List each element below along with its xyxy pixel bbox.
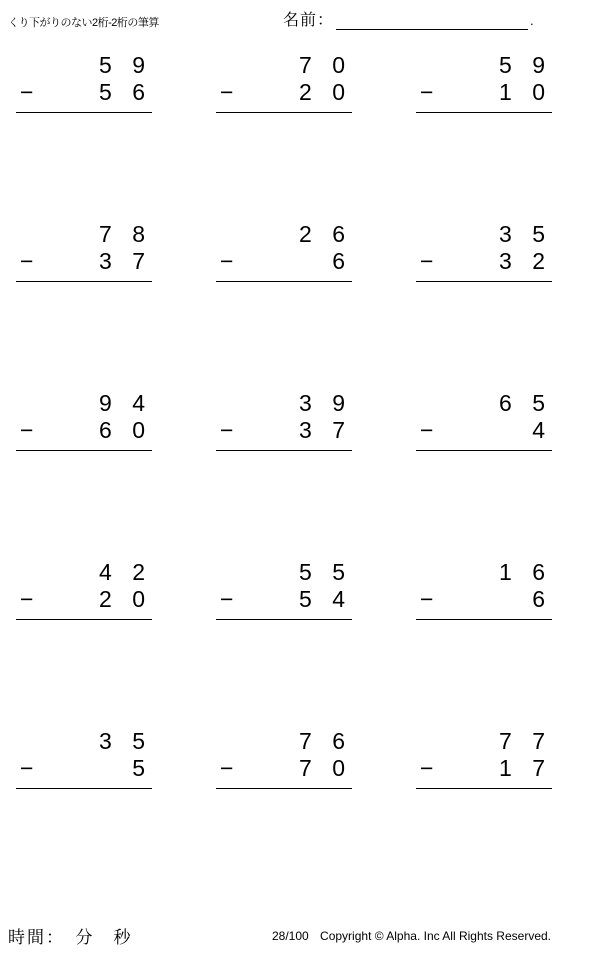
minuend: 6 5 bbox=[499, 390, 552, 416]
minus-icon: − bbox=[20, 586, 34, 612]
subtrahend-line bbox=[400, 248, 600, 278]
page-number: 28/100 bbox=[272, 929, 309, 943]
subtrahend-line bbox=[0, 417, 200, 447]
subtrahend: 5 bbox=[132, 755, 152, 781]
subtrahend-line bbox=[0, 586, 200, 616]
answer-rule bbox=[16, 619, 152, 620]
answer-rule bbox=[16, 788, 152, 789]
name-input[interactable] bbox=[336, 10, 528, 30]
worksheet-footer bbox=[0, 915, 600, 961]
minuend: 7 8 bbox=[99, 221, 152, 247]
minuend: 9 4 bbox=[99, 390, 152, 416]
problem-row bbox=[0, 390, 600, 559]
answer-rule bbox=[16, 450, 152, 451]
minuend: 1 6 bbox=[499, 559, 552, 585]
subtrahend: 1 7 bbox=[499, 755, 552, 781]
minus-icon: − bbox=[220, 586, 234, 612]
subtrahend: 5 6 bbox=[99, 79, 152, 105]
problem-cell bbox=[400, 390, 600, 559]
answer-rule bbox=[16, 112, 152, 113]
minus-icon: − bbox=[20, 417, 34, 443]
minus-icon: − bbox=[20, 755, 34, 781]
subtrahend: 6 bbox=[332, 248, 352, 274]
minuend: 5 9 bbox=[499, 52, 552, 78]
problem-grid bbox=[0, 52, 600, 897]
minuend: 7 0 bbox=[299, 52, 352, 78]
answer-rule bbox=[416, 450, 552, 451]
subtraction-problem bbox=[200, 559, 400, 620]
minus-icon: − bbox=[20, 79, 34, 105]
minuend: 5 5 bbox=[299, 559, 352, 585]
minus-icon: − bbox=[220, 417, 234, 443]
subtraction-problem bbox=[400, 390, 600, 451]
answer-rule bbox=[416, 619, 552, 620]
subtrahend-line bbox=[200, 417, 400, 447]
subtraction-problem bbox=[0, 390, 200, 451]
problem-cell bbox=[200, 52, 400, 221]
problem-cell bbox=[200, 390, 400, 559]
problem-cell bbox=[400, 52, 600, 221]
subtraction-problem bbox=[400, 559, 600, 620]
subtraction-problem bbox=[0, 728, 200, 789]
subtrahend: 4 bbox=[532, 417, 552, 443]
subtraction-problem bbox=[400, 52, 600, 113]
subtrahend-line bbox=[400, 755, 600, 785]
minus-icon: − bbox=[420, 248, 434, 274]
page-title: くり下がりのない2桁-2桁の筆算 bbox=[8, 17, 159, 29]
minuend: 2 6 bbox=[299, 221, 352, 247]
minus-icon: − bbox=[420, 417, 434, 443]
problem-cell bbox=[0, 52, 200, 221]
subtrahend: 7 0 bbox=[299, 755, 352, 781]
problem-cell bbox=[0, 559, 200, 728]
subtrahend: 3 7 bbox=[99, 248, 152, 274]
problem-cell bbox=[0, 390, 200, 559]
footer-meta bbox=[272, 929, 551, 943]
subtrahend: 6 0 bbox=[99, 417, 152, 443]
worksheet-header bbox=[0, 0, 600, 40]
minus-icon: − bbox=[20, 248, 34, 274]
subtraction-problem bbox=[0, 221, 200, 282]
subtrahend-line bbox=[400, 417, 600, 447]
problem-row bbox=[0, 52, 600, 221]
minuend: 3 5 bbox=[99, 728, 152, 754]
problem-cell bbox=[400, 221, 600, 390]
subtraction-problem bbox=[400, 221, 600, 282]
problem-cell bbox=[0, 728, 200, 897]
problem-cell bbox=[0, 221, 200, 390]
answer-rule bbox=[216, 112, 352, 113]
answer-rule bbox=[416, 281, 552, 282]
problem-cell bbox=[200, 221, 400, 390]
minuend: 3 9 bbox=[299, 390, 352, 416]
problem-cell bbox=[200, 559, 400, 728]
answer-rule bbox=[216, 788, 352, 789]
subtrahend-line bbox=[0, 755, 200, 785]
subtraction-problem bbox=[400, 728, 600, 789]
copyright-text: Copyright © Alpha. Inc All Rights Reserved. bbox=[320, 929, 551, 943]
answer-rule bbox=[16, 281, 152, 282]
answer-rule bbox=[416, 112, 552, 113]
minuend: 7 6 bbox=[299, 728, 352, 754]
subtraction-problem bbox=[200, 390, 400, 451]
subtrahend-line bbox=[400, 586, 600, 616]
subtrahend: 3 2 bbox=[499, 248, 552, 274]
subtraction-problem bbox=[200, 728, 400, 789]
subtrahend-line bbox=[0, 248, 200, 278]
subtrahend-line bbox=[200, 79, 400, 109]
subtraction-problem bbox=[200, 221, 400, 282]
problem-cell bbox=[200, 728, 400, 897]
subtraction-problem bbox=[0, 559, 200, 620]
subtrahend: 3 7 bbox=[299, 417, 352, 443]
subtrahend: 2 0 bbox=[299, 79, 352, 105]
subtraction-problem bbox=[0, 52, 200, 113]
minus-icon: − bbox=[220, 79, 234, 105]
subtrahend: 5 4 bbox=[299, 586, 352, 612]
minuend: 7 7 bbox=[499, 728, 552, 754]
subtrahend: 1 0 bbox=[499, 79, 552, 105]
minus-icon: − bbox=[220, 755, 234, 781]
subtrahend-line bbox=[200, 248, 400, 278]
subtraction-problem bbox=[200, 52, 400, 113]
time-label: 時間： 分 秒 bbox=[8, 928, 133, 947]
answer-rule bbox=[416, 788, 552, 789]
subtrahend: 2 0 bbox=[99, 586, 152, 612]
subtrahend-line bbox=[200, 755, 400, 785]
minus-icon: − bbox=[420, 586, 434, 612]
subtrahend-line bbox=[200, 586, 400, 616]
problem-cell bbox=[400, 728, 600, 897]
problem-row bbox=[0, 728, 600, 897]
name-label: 名前： bbox=[283, 12, 335, 29]
minus-icon: − bbox=[420, 755, 434, 781]
minus-icon: − bbox=[420, 79, 434, 105]
problem-row bbox=[0, 559, 600, 728]
answer-rule bbox=[216, 281, 352, 282]
minuend: 5 9 bbox=[99, 52, 152, 78]
problem-cell bbox=[400, 559, 600, 728]
subtrahend-line bbox=[400, 79, 600, 109]
subtrahend-line bbox=[0, 79, 200, 109]
minuend: 3 5 bbox=[499, 221, 552, 247]
answer-rule bbox=[216, 619, 352, 620]
answer-rule bbox=[216, 450, 352, 451]
minus-icon: − bbox=[220, 248, 234, 274]
name-suffix: . bbox=[530, 13, 534, 28]
minuend: 4 2 bbox=[99, 559, 152, 585]
problem-row bbox=[0, 221, 600, 390]
name-block bbox=[283, 7, 534, 30]
subtrahend: 6 bbox=[532, 586, 552, 612]
